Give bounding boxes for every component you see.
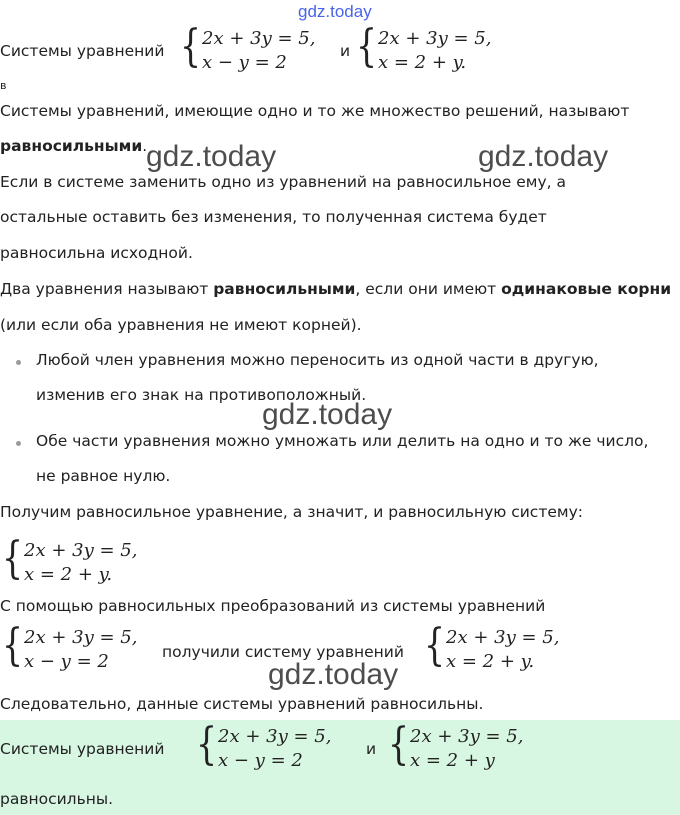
- para3-line1: [0, 280, 671, 298]
- brace-icon: {: [2, 620, 23, 671]
- bullet2-line1: Обе части уравнения можно умножать или делить на одно и то же число,: [36, 432, 649, 450]
- bullet2-line2: не равное нулю.: [36, 467, 171, 485]
- bullet1-line1: Любой член уравнения можно переносить из одной части в другую,: [36, 351, 599, 369]
- period: .: [142, 137, 148, 155]
- bullet1-line2: изменив его знак на противоположный.: [36, 386, 367, 404]
- equation: x − y = 2: [202, 52, 287, 73]
- brace-icon: {: [356, 21, 377, 72]
- para5: С помощью равносильных преобразований из системы уравнений: [0, 597, 546, 615]
- brace-icon: {: [180, 21, 201, 72]
- para1-term: [0, 137, 147, 155]
- para3-line2: (или если оба уравнения не имеют корней).: [0, 316, 362, 334]
- text: , если они имеют: [355, 280, 502, 298]
- equation: 2x + 3y = 5,: [410, 726, 524, 747]
- watermark-top: gdz.today: [298, 2, 372, 21]
- term-bold: одинаковые корни: [501, 280, 672, 298]
- brace-icon: {: [196, 719, 217, 770]
- para4: Получим равносильное уравнение, а значит, и равносильную систему:: [0, 503, 583, 521]
- equation: x = 2 + y.: [24, 564, 113, 585]
- term-bold: равносильными: [213, 280, 356, 298]
- equation: x − y = 2: [218, 750, 303, 771]
- bullet-icon: [16, 360, 21, 365]
- para1-text: Системы уравнений, имеющие одно и то же множество решений, называют: [0, 102, 630, 120]
- intro-and: и: [340, 42, 351, 60]
- equation: x = 2 + y: [410, 750, 495, 771]
- watermark: gdz.today: [268, 658, 399, 691]
- term-bold: равносильными: [0, 137, 143, 155]
- equation: 2x + 3y = 5,: [378, 28, 492, 49]
- para2-line3: равносильна исходной.: [0, 244, 193, 262]
- equation: 2x + 3y = 5,: [446, 627, 560, 648]
- equation: x = 2 + y.: [378, 52, 467, 73]
- text: Два уравнения называют: [0, 280, 214, 298]
- equation: 2x + 3y = 5,: [202, 28, 316, 49]
- obtained-text: получили систему уравнений: [162, 643, 404, 661]
- stray-char: в: [0, 79, 7, 92]
- watermark: gdz.today: [478, 140, 609, 173]
- conclusion-and: и: [366, 740, 377, 758]
- conclusion-label: Системы уравнений: [0, 740, 165, 758]
- watermark: gdz.today: [262, 398, 393, 431]
- bullet-icon: [16, 441, 21, 446]
- para2-line1: Если в системе заменить одно из уравнений на равносильное ему, а: [0, 173, 567, 191]
- equation: x − y = 2: [24, 651, 109, 672]
- equation: 2x + 3y = 5,: [218, 726, 332, 747]
- equation: 2x + 3y = 5,: [24, 540, 138, 561]
- para6: Следовательно, данные системы уравнений равносильны.: [0, 695, 484, 713]
- intro-label: Системы уравнений: [0, 42, 165, 60]
- para2-line2: остальные оставить без изменения, то полученная система будет: [0, 208, 547, 226]
- equation: 2x + 3y = 5,: [24, 627, 138, 648]
- equation: x = 2 + y.: [446, 651, 535, 672]
- conclusion-end: равносильны.: [0, 790, 114, 808]
- watermark: gdz.today: [146, 140, 277, 173]
- brace-icon: {: [388, 719, 409, 770]
- brace-icon: {: [424, 620, 445, 671]
- brace-icon: {: [2, 533, 23, 584]
